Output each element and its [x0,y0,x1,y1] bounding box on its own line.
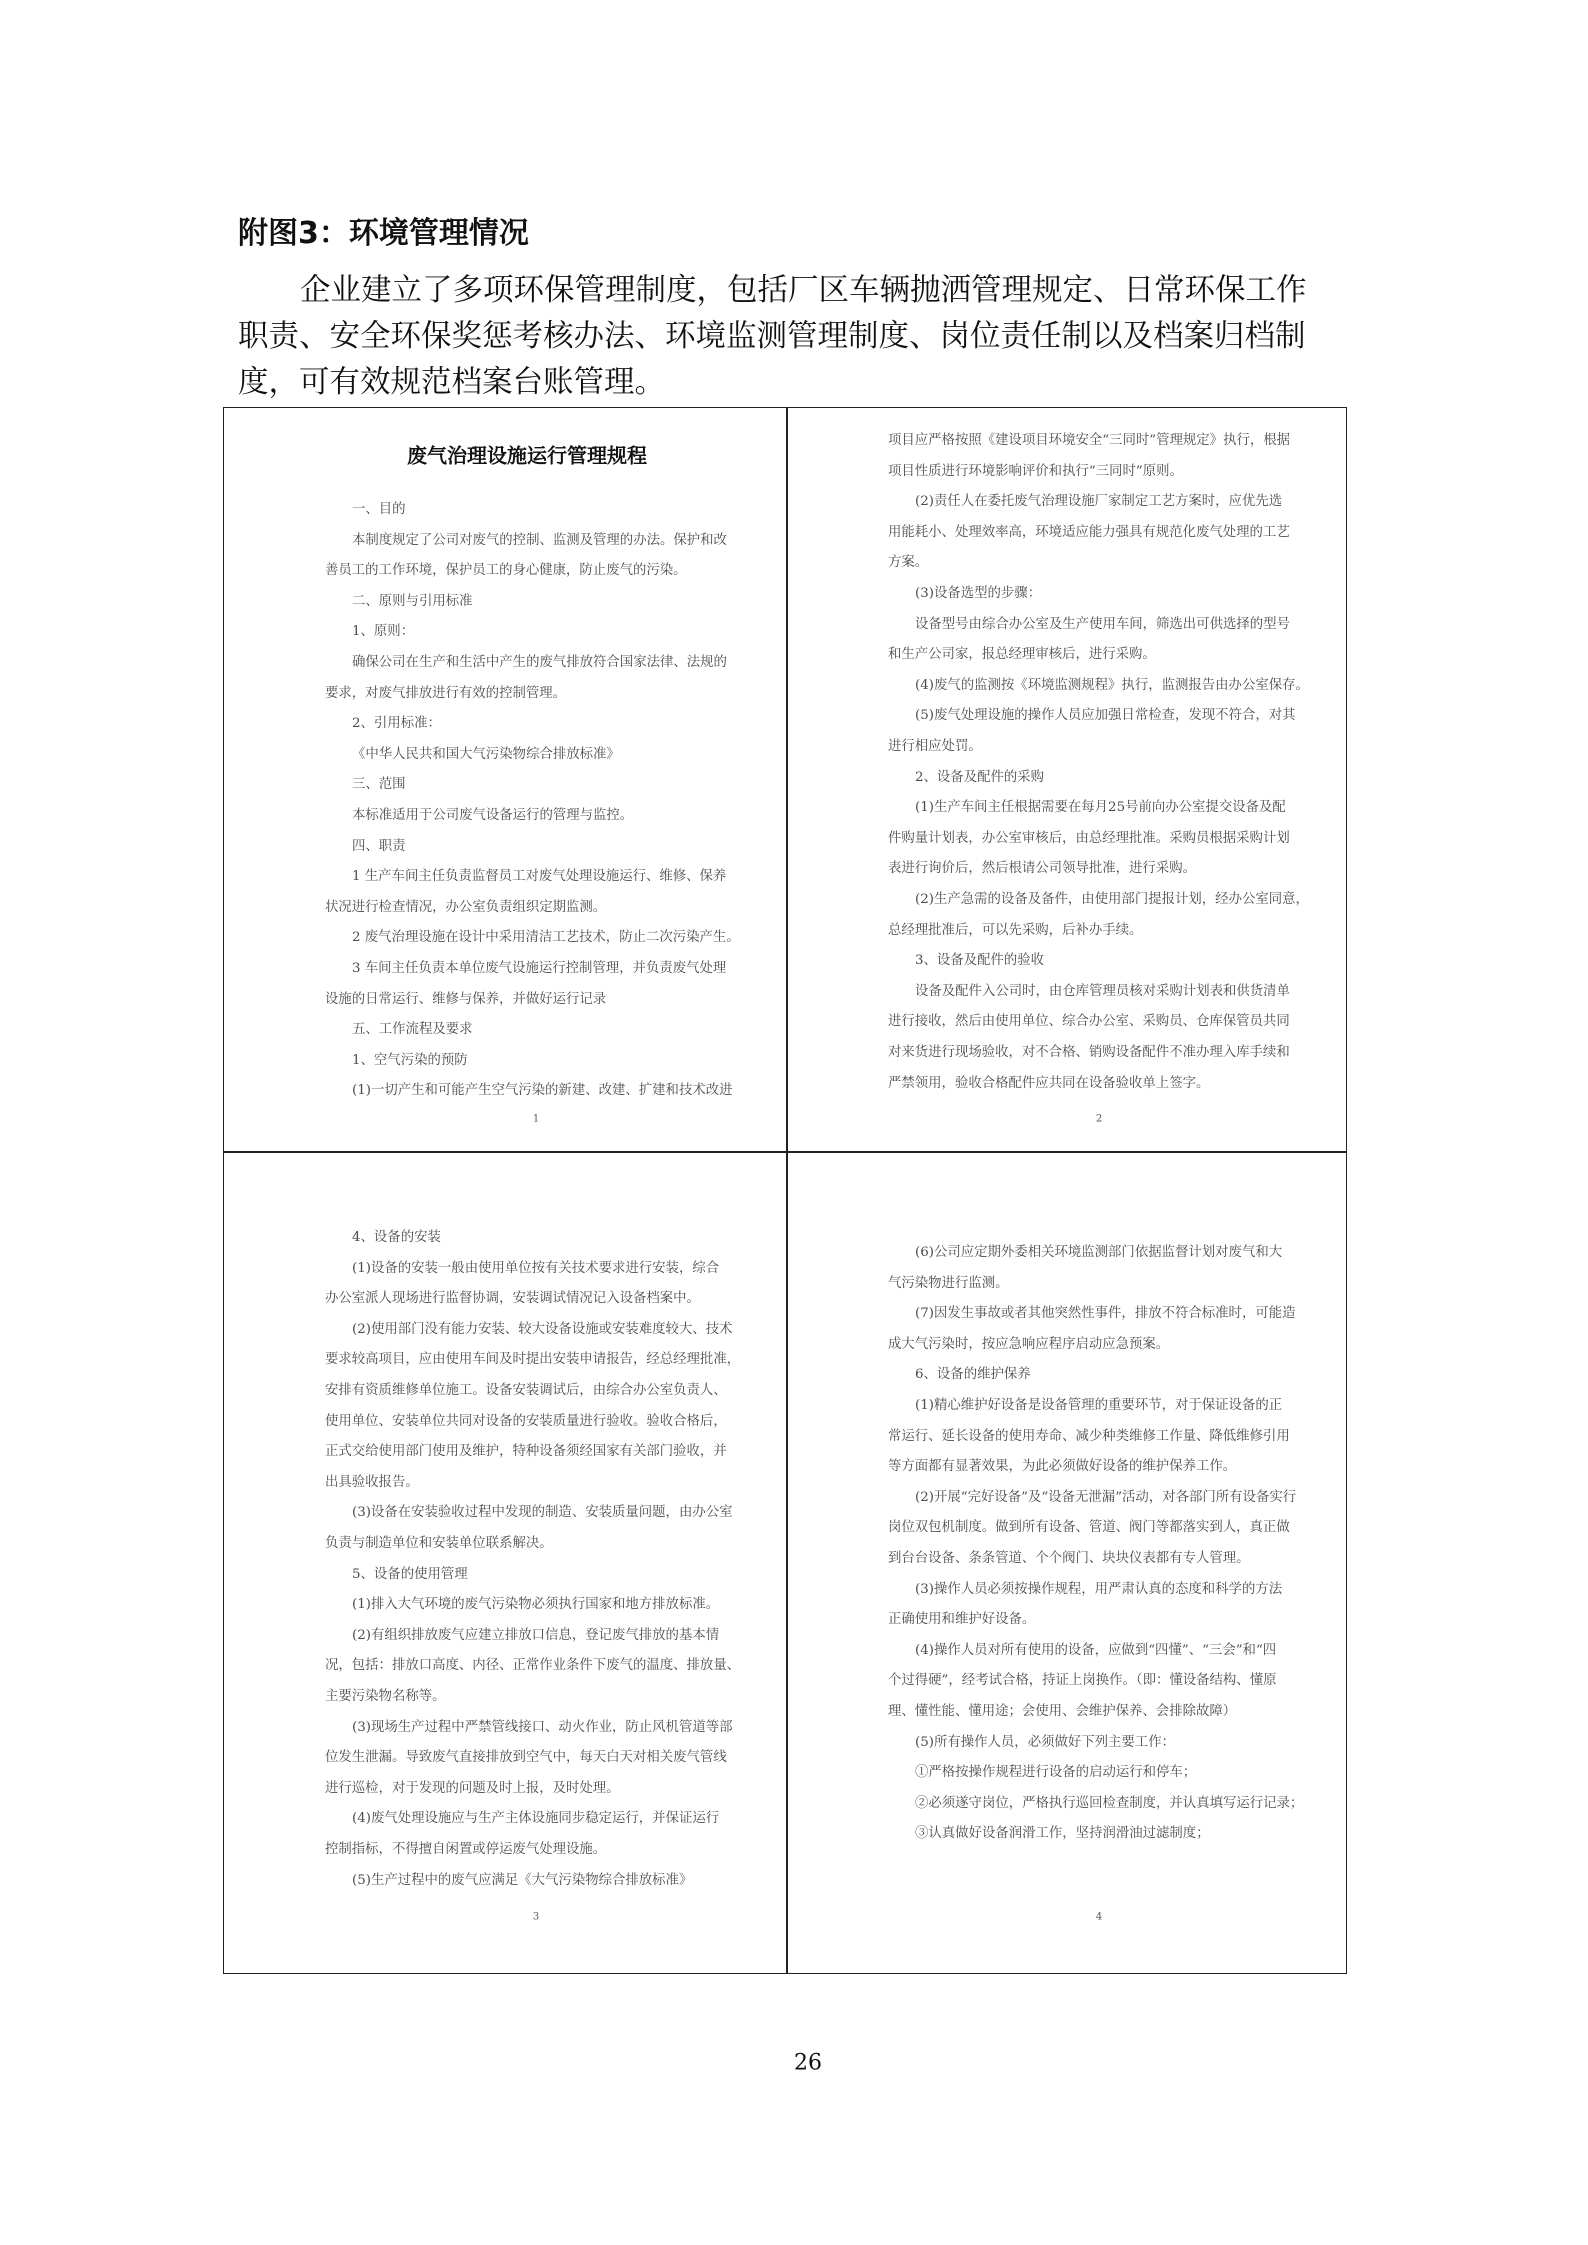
text-line: 1、空气污染的预防 [352,1052,468,1068]
text-line: 5、设备的使用管理 [352,1566,468,1582]
scan-page-number: 3 [532,1911,540,1923]
text-line: 要求较高项目，应由使用车间及时提出安装申请报告，经总经理批准， [325,1352,741,1368]
text-line: 进行接收，然后由使用单位、综合办公室、采购员、仓库保管员共同 [888,1014,1290,1030]
text-line: 1 生产车间主任负责监督员工对废气处理设施运行、维修、保养 [352,869,727,885]
text-line: (4)废气的监测按《环境监测规程》执行，监测报告由办公室保存。 [915,677,1309,693]
text-line: 2、引用标准： [352,716,441,732]
text-line: 对来货进行现场验收，对不合格、销购设备配件不准办理入库手续和 [888,1045,1290,1060]
text-line: (1)一切产生和可能产生空气污染的新建、改建、扩建和技术改进 [352,1083,733,1099]
text-line: 总经理批准后，可以先采购，后补办手续。 [888,922,1143,938]
text-line: 要求，对废气排放进行有效的控制管理。 [325,685,567,701]
text-line: 4、设备的安装 [352,1230,441,1245]
text-line: 四、职责 [352,838,406,854]
text-line: (3)设备选型的步骤： [915,586,1042,601]
divider [786,407,788,1974]
text-line: 安排有资质维修单位施工。设备安装调试后，由综合办公室负责人、 [325,1383,727,1398]
text-line: 设施的日常运行、维修与保养，并做好运行记录 [325,991,607,1007]
scan-page-number: 2 [1095,1113,1103,1125]
text-line: 等方面都有显著效果，为此必须做好设备的维护保养工作。 [888,1459,1237,1475]
text-line: 控制指标，不得擅自闲置或停运废气处理设施。 [325,1842,607,1857]
text-line: 善员工的工作环境，保护员工的身心健康，防止废气的污染。 [325,563,687,579]
text-line: (5)生产过程中的废气应满足《大气污染物综合排放标准》 [352,1872,693,1888]
text-line: 本制度规定了公司对废气的控制、监测及管理的办法。保护和改 [352,532,727,548]
text-line: 本标准适用于公司废气设备运行的管理与监控。 [352,808,634,823]
document-title: 废气治理设施运行管理规程 [407,443,647,468]
text-line: 设备型号由综合办公室及生产使用车间，筛选出可供选择的型号 [915,616,1290,632]
text-line: 出具验收报告。 [325,1474,419,1490]
text-line: 件购量计划表，办公室审核后，由总经理批准。采购员根据采购计划 [888,830,1290,846]
text-line: 负责与制造单位和安装单位联系解决。 [325,1536,553,1551]
text-line: 使用单位、安装单位共同对设备的安装质量进行验收。验收合格后， [325,1413,727,1429]
text-line: (5)废气处理设施的操作人员应加强日常检查，发现不符合，对其 [915,708,1296,724]
text-line: 常运行、延长设备的使用寿命、减少种类维修工作量、降低维修引用 [888,1428,1290,1444]
text-line: 项目性质进行环境影响评价和执行“三同时”原则。 [888,463,1183,479]
text-line: (2)生产急需的设备及备件，由使用部门提报计划，经办公室同意， [915,892,1309,907]
text-line: (2)开展“完好设备”及“设备无泄漏”活动，对各部门所有设备实行 [915,1489,1297,1505]
text-line: (3)操作人员必须按操作规程，用严肃认真的态度和科学的方法 [915,1581,1283,1597]
text-line: 设备及配件入公司时，由仓库管理员核对采购计划表和供货清单 [915,983,1290,999]
text-line: 二、原则与引用标准 [352,593,473,609]
text-line: 气污染物进行监测。 [888,1275,1009,1291]
text-line: 三、范围 [352,777,406,793]
text-line: 岗位双包机制度。做到所有设备、管道、阀门等都落实到人，真正做 [888,1520,1290,1536]
text-line: 位发生泄漏。导致废气直接排放到空气中，每天白天对相关废气管线 [325,1750,727,1766]
text-line: 理、懂性能、懂用途；会使用、会维护保养、会排除故障） [888,1704,1237,1719]
text-line: 到台台设备、条条管道、个个阀门、块块仪表都有专人管理。 [888,1551,1250,1566]
text-line: (3)设备在安装验收过程中发现的制造、安装质量问题，由办公室 [352,1505,733,1521]
intro-line: 职责、安全环保奖惩考核办法、环境监测管理制度、岗位责任制以及档案归档制 [238,319,1306,354]
text-line: ②必须遂守岗位，严格执行巡回检查制度，并认真填写运行记录； [915,1795,1304,1811]
text-line: (4)操作人员对所有使用的设备，应做到“四懂”、“三会”和“四 [915,1642,1277,1658]
text-line: 状况进行检查情况，办公室负责组织定期监测。 [325,899,607,915]
text-line: 3 车间主任负责本单位废气设施运行控制管理，并负责废气处理 [352,961,727,976]
text-line: 2 废气治理设施在设计中采用清洁工艺技术，防止二次污染产生。 [352,930,740,946]
text-line: 3、设备及配件的验收 [915,953,1045,969]
text-line: (2)使用部门没有能力安装、较大设备设施或安装难度较大、技术 [352,1321,733,1337]
text-line: 1、原则： [352,624,415,640]
text-line: 6、设备的维护保养 [915,1367,1031,1383]
text-line: 《中华人民共和国大气污染物综合排放标准》 [352,746,620,762]
text-line: (1)精心维护好设备是设备管理的重要环节，对于保证设备的正 [915,1398,1283,1413]
text-line: 项目应严格按照《建设项目环境安全“三同时”管理规定》执行，根据 [888,433,1291,448]
scan-page-number: 1 [532,1113,540,1125]
section-heading: 附图3：环境管理情况 [238,216,529,251]
page-number: 26 [794,2050,822,2076]
figure-frame [223,407,1347,1974]
text-line: (2)责任人在委托废气治理设施厂家制定工艺方案时，应优先选 [915,494,1283,510]
text-line: 2、设备及配件的采购 [915,769,1045,785]
text-line: 况，包括：排放口高度、内径、正常作业条件下废气的温度、排放量、 [325,1658,741,1674]
text-line: 进行巡检，对于发现的问题及时上报，及时处理。 [325,1780,620,1796]
text-line: (1)生产车间主任根据需要在每月25号前向办公室提交设备及配 [915,800,1286,816]
text-line: 严禁领用，验收合格配件应共同在设备验收单上签字。 [888,1075,1210,1091]
text-line: (5)所有操作人员，必须做好下列主要工作： [915,1734,1175,1750]
text-line: 成大气污染时，按应急响应程序启动应急预案。 [888,1336,1170,1352]
text-line: 办公室派人现场进行监督协调，安装调试情况记入设备档案中。 [325,1291,700,1307]
text-line: (1)排入大气环境的废气污染物必须执行国家和地方排放标准。 [352,1597,720,1613]
text-line: 用能耗小、处理效率高，环境适应能力强具有规范化废气处理的工艺 [888,524,1290,540]
text-line: 进行相应处罚。 [888,739,982,754]
intro-line: 企业建立了多项环保管理制度，包括厂区车辆抛洒管理规定、日常环保工作 [300,273,1307,308]
text-line: 正确使用和维护好设备。 [888,1612,1036,1628]
text-line: ①严格按操作规程进行设备的启动运行和停车； [915,1765,1197,1781]
text-line: (2)有组织排放废气应建立排放口信息，登记废气排放的基本情 [352,1627,720,1643]
text-line: (3)现场生产过程中严禁管线接口、动火作业，防止风机管道等部 [352,1719,733,1735]
text-line: 五、工作流程及要求 [352,1022,473,1038]
text-line: 主要污染物名称等。 [325,1689,446,1704]
text-line: 确保公司在生产和生活中产生的废气排放符合国家法律、法规的 [352,655,727,670]
text-line: 个过得硬”，经考试合格，持证上岗换作。（即：懂设备结构、懂原 [888,1673,1277,1689]
intro-line: 度，可有效规范档案台账管理。 [238,365,665,400]
text-line: (7)因发生事故或者其他突然性事件，排放不符合标准时，可能造 [915,1306,1296,1322]
text-line: (6)公司应定期外委相关环境监测部门依据监督计划对废气和大 [915,1245,1283,1260]
text-line: 一、目的 [352,502,406,517]
text-line: 正式交给使用部门使用及维护，特种设备须经国家有关部门验收，并 [325,1444,727,1460]
text-line: (1)设备的安装一般由使用单位按有关技术要求进行安装，综合 [352,1260,720,1276]
text-line: 和生产公司家，报总经理审核后，进行采购。 [888,647,1156,663]
text-line: ③认真做好设备润滑工作，坚持润滑油过滤制度； [915,1826,1210,1842]
text-line: (4)废气处理设施应与生产主体设施同步稳定运行，并保证运行 [352,1811,720,1827]
divider [223,1151,1347,1153]
text-line: 方案。 [888,555,929,571]
text-line: 表进行询价后，然后根请公司领导批准，进行采购。 [888,861,1196,877]
scan-page-number: 4 [1095,1911,1103,1923]
